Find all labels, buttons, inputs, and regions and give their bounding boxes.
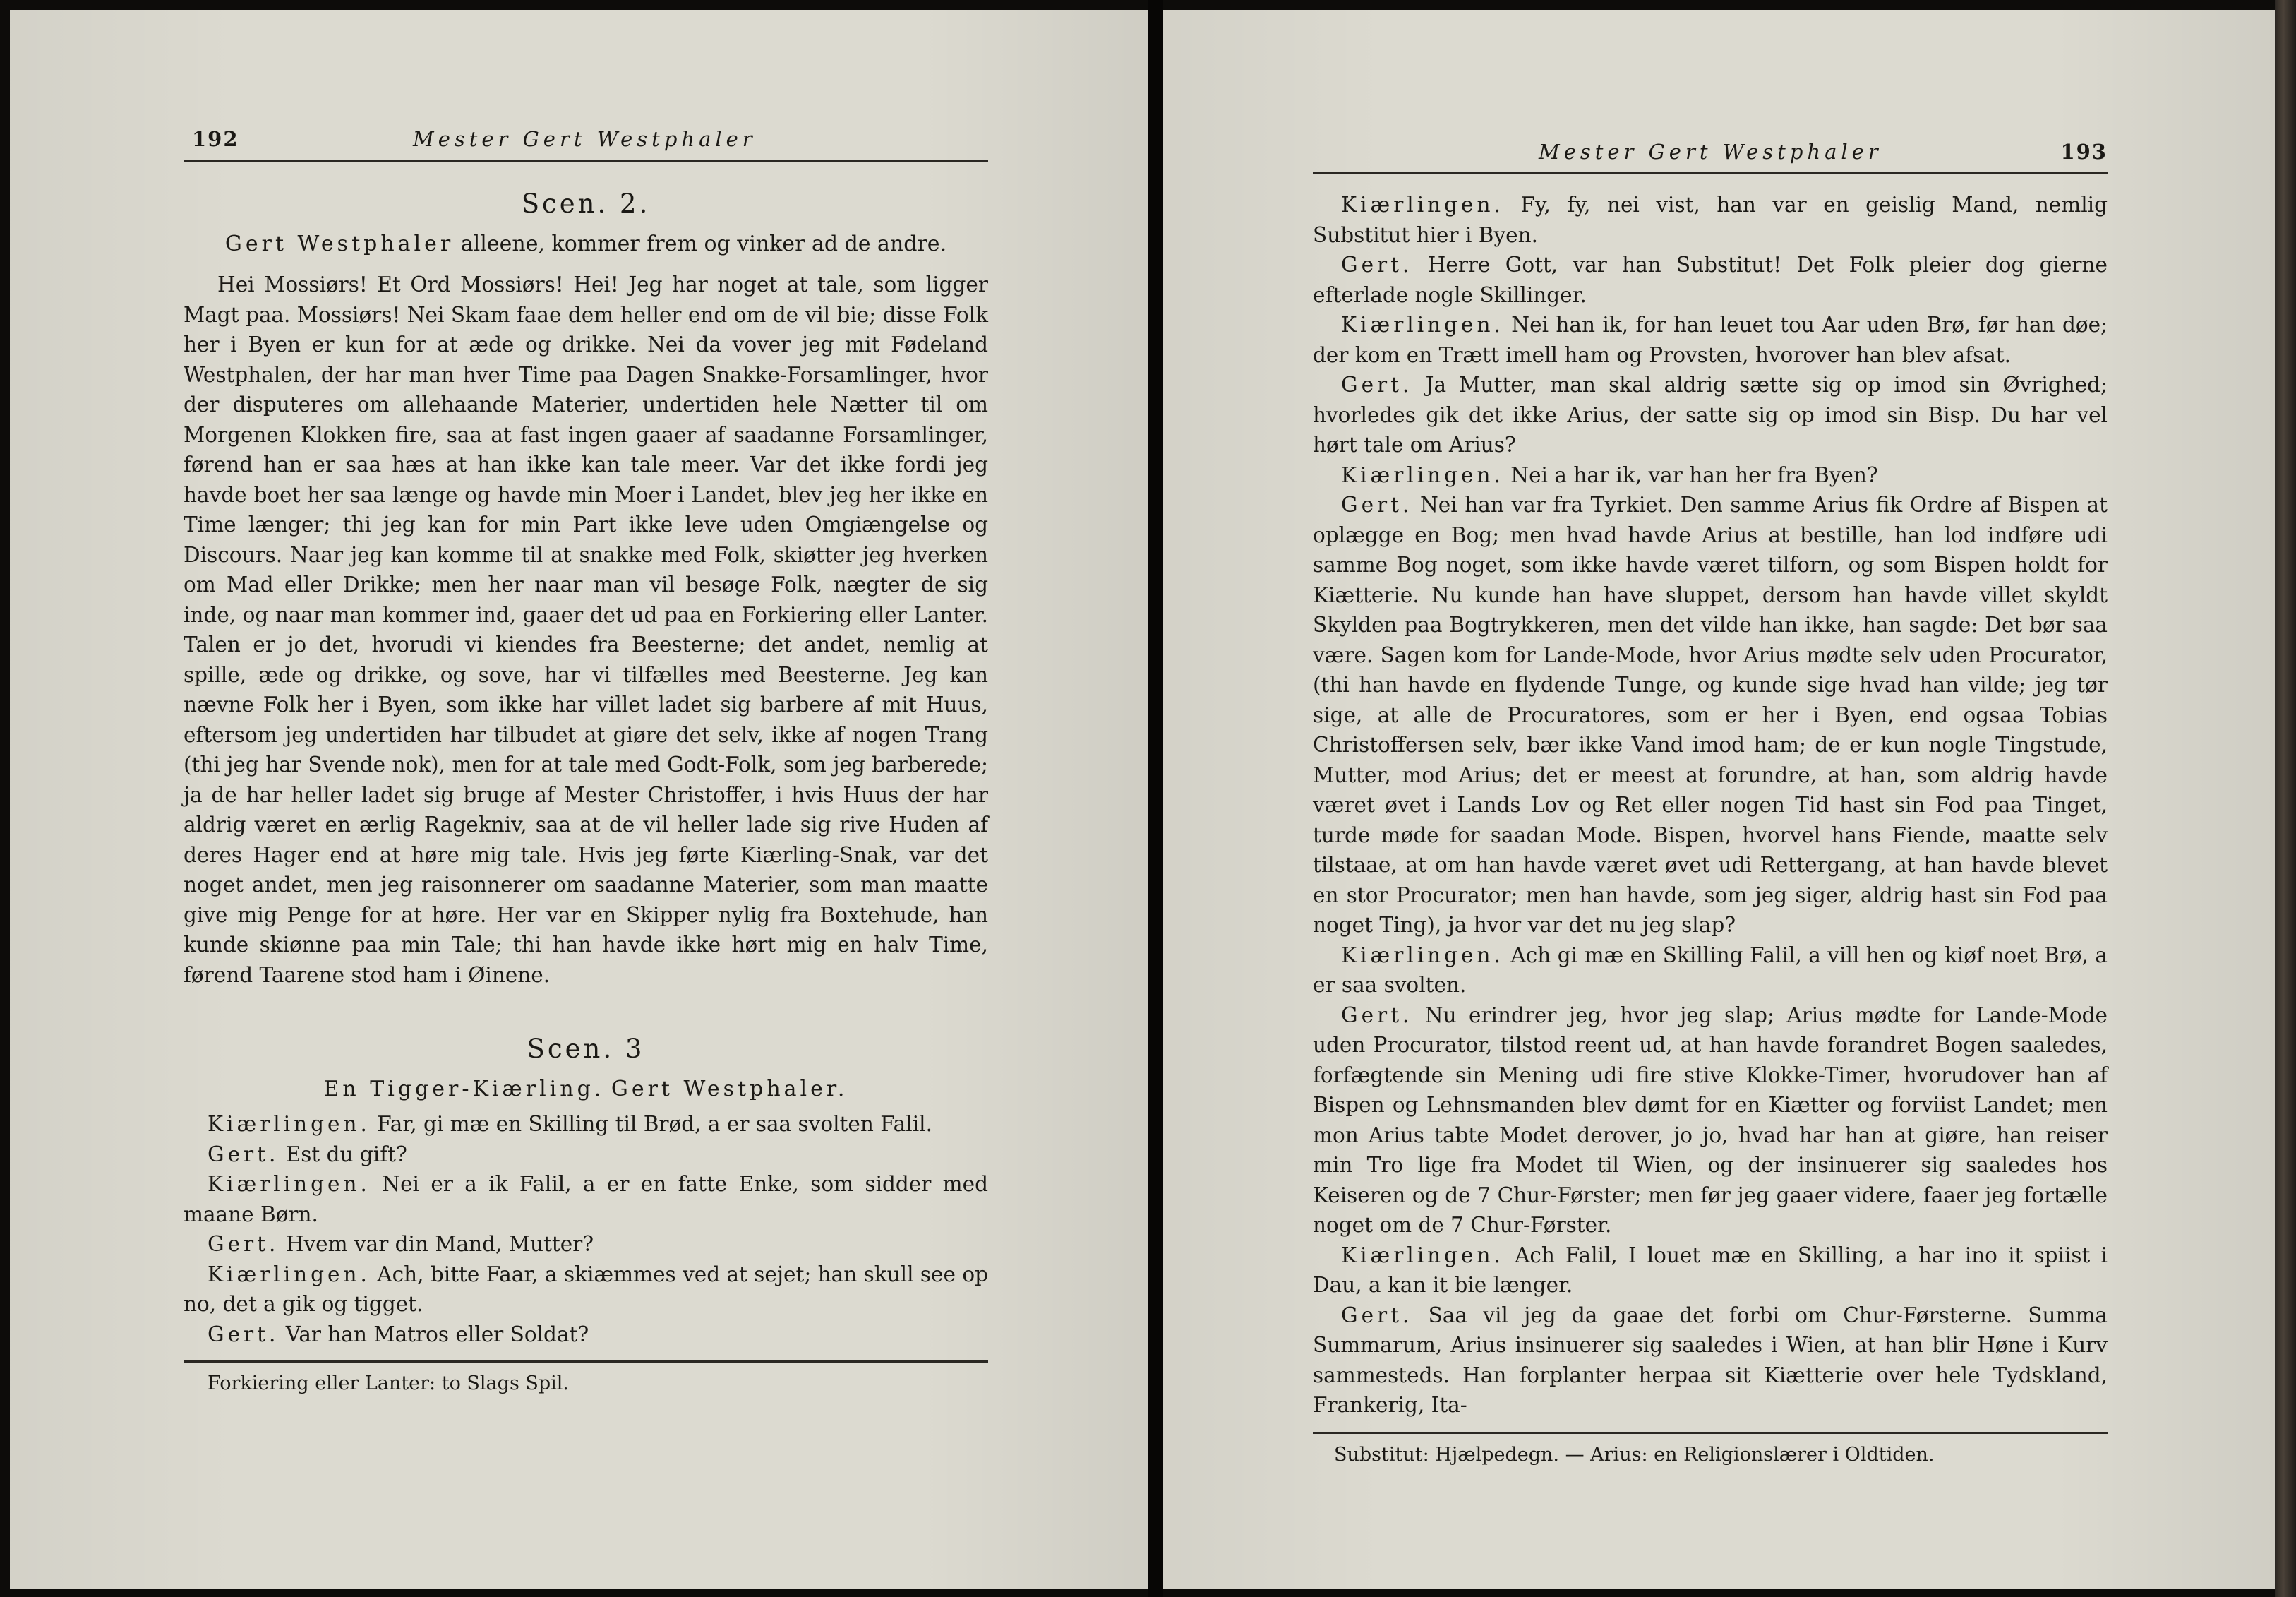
- speaker-name: Kiærlingen.: [208, 1262, 371, 1286]
- dialogue-line: [184, 1169, 988, 1229]
- scene-2-stage-direction: [184, 229, 988, 260]
- line-text: Nei a har ik, var han her fra Byen?: [1503, 462, 1878, 487]
- footnote-divider-right: [1313, 1432, 2108, 1434]
- speaker-name: Gert.: [1341, 373, 1413, 397]
- line-text: Ja Mutter, man skal aldrig sætte sig op imod sin Øvrighed; hvorledes gik det ikke Arius, der satte sig op imod sin Bisp. Du har vel hørt tale om Arius?: [1313, 373, 2108, 457]
- scene-2-stage-name: Gert Westphaler: [224, 232, 455, 256]
- speaker-name: Gert.: [1341, 1003, 1413, 1027]
- running-title-right: Mester Gert Westphaler: [1539, 140, 1882, 164]
- scene-2-title: Scen. 2.: [521, 189, 651, 219]
- speaker-name: Kiærlingen.: [1341, 943, 1504, 967]
- line-text: Hvem var din Mand, Mutter?: [279, 1232, 594, 1256]
- line-text: Saa vil jeg da gaae det forbi om Chur-Førsterne. Summa Summarum, Arius insinuerer sig saaledes i Wien, at han blir Høne i Kurv sammesteds. Han forplanter herpaa sit Kiætterie over hele Tydskland, Frankerig, Ita-: [1313, 1303, 2108, 1417]
- gert-monologue: Hei Mossiørs! Et Ord Mossiørs! Hei! Jeg har noget at tale, som ligger Magt paa. Mossiørs! Nei Skam faae dem heller end om de vil bie; disse Folk her i Byen er kun for at æde og drikke. Nei da vover jeg mit Fødeland Westphalen, der har man hver Time paa Dagen Snakke-Forsamlinger, hvor der disputeres om allehaande Materier, undertiden hele Nætter til om Morgenen Klokken fire, saa at fast ingen gaaer af saadanne Forsamlinger, førend han er saa hæs at han ikke kan tale meer. Var det ikke fordi jeg havde boet her saa længe og havde min Moer i Landet, blev jeg her ikke en Time længer; thi jeg kan for min Part ikke leve uden Omgiængelse og Discours. Naar jeg kan komme til at snakke med Folk, skiøtter jeg hverken om Mad eller Drikke; men her naar man vil besøge Folk, nægter de sig inde, og naar man kommer ind, gaaer det ud paa en Forkiering eller Lanter. Talen er jo det, hvorudi vi kiendes fra Beesterne; det andet, nemlig at spille, æde og drikke, og sove, har vi tilfælles med Beesterne. Jeg kan nævne Folk her i Byen, som ikke har villet ladet sig barbere af mit Huus, eftersom jeg undertiden har tilbudet at giøre det selv, ikke af nogen Trang (thi jeg har Svende nok), men for at tale med Godt-Folk, som jeg barberede; ja de har heller ladet sig bruge af Mester Christoffer, i hvis Huus der har aldrig været en ærlig Ragekniv, saa at de vil heller lade sig rive Huden af deres Hager end at høre mig tale. Hvis jeg førte Kiærling-Snak, var det noget andet, men jeg raisonnerer om saadanne Materier, som man maatte give mig Penge for at høre. Her var en Skipper nylig fra Boxtehude, han kunde skiønne paa min Tale; thi han havde ikke hørt mig en halv Time, førend Taarene stod ham i Øinene.: [184, 273, 988, 987]
- speaker-name: Kiærlingen.: [208, 1172, 371, 1196]
- dialogue-line: [1313, 250, 2108, 310]
- dialogue-line: [1313, 190, 2108, 250]
- speaker-name: Gert.: [208, 1142, 280, 1166]
- speaker-name: Gert.: [208, 1232, 280, 1256]
- footnote-divider-left: [184, 1360, 988, 1363]
- page-number-left: 192: [192, 127, 239, 151]
- speaker-name: Gert.: [1341, 493, 1413, 517]
- speaker-name: Gert.: [1341, 253, 1413, 277]
- dialogue-line: [1313, 940, 2108, 1000]
- line-text: Est du gift?: [279, 1142, 407, 1166]
- line-text: Ach Falil, I louet mæ en Skilling, a har ino it spiist i Dau, a kan it bie længer.: [1313, 1243, 2108, 1297]
- speaker-name: Kiærlingen.: [1341, 462, 1504, 487]
- line-text: Nu erindrer jeg, hvor jeg slap; Arius mødte for Lande-Mode uden Procurator, tilstod reent ud, at han havde forandret Bogen saaledes, forfægtende sin Mening udi fire stive Klokke-Timer, hvorudover han af Bispen og Lehnsmanden blev dømt for en Kiætter og forviist Landet; men mon Arius tabte Modet derover, jo jo, hvad har han at giøre, han reiser min Tro lige fra Modet til Wien, og der insinuerer sig saaledes hos Keiseren og de 7 Chur-Førster; men før jeg gaaer videre, faaer jeg fortælle noget om de 7 Chur-Førster.: [1313, 1003, 2108, 1237]
- speaker-name: Gert.: [208, 1322, 280, 1346]
- right-page-content: [1313, 136, 2108, 1469]
- speaker-name: Kiærlingen.: [1341, 1243, 1504, 1267]
- dialogue-line: [1313, 1300, 2108, 1420]
- line-text: Fy, fy, nei vist, han var en geislig Mand, nemlig Substitut hier i Byen.: [1313, 193, 2108, 247]
- line-text: Nei han var fra Tyrkiet. Den samme Arius fik Ordre af Bispen at oplægge en Bog; men hvad havde Arius at bestille, han lod indføre udi samme Bog noget, som ikke havde været tilforn, og som Bispen holdt for Kiætterie. Nu kunde han have sluppet, dersom han havde villet skyldt Skylden paa Bogtrykkeren, men det vilde han ikke, han sagde: Det bør saa være. Sagen kom for Lande-Mode, hvor Arius mødte selv uden Procurator, (thi han havde en flydende Tunge, og kunde sige hvad han vilde; jeg tør sige, at alle de Procuratores, som er her i Byen, end ogsaa Tobias Christoffersen selv, bær ikke Vand imod ham; de er kun nogle Tingstude, Mutter, mod Arius; det er meest at forundre, at han, som aldrig havde været øvet i Lands Lov og Ret eller nogen Tid hast sin Fod paa Tinget, turde møde for saadan Mode. Bispen, hvorvel hans Fiende, maatte selv tilstaae, at om han havde været øvet udi Rettergang, at han havde blevet en stor Procurator; men han havde, som jeg siger, aldrig hast sin Fod paa noget Ting), ja hvor var det nu jeg slap?: [1313, 493, 2108, 937]
- footnote-right: Substitut: Hjælpedegn. — Arius: en Religionslærer i Oldtiden.: [1334, 1443, 1935, 1466]
- dialogue-line: [1313, 460, 2108, 491]
- dialogue-line: [184, 1140, 988, 1170]
- right-page-dialogue: [1313, 190, 2108, 1420]
- dialogue-line: [184, 1109, 988, 1140]
- speaker-name: Kiærlingen.: [1341, 193, 1504, 217]
- dialogue-line: [1313, 370, 2108, 460]
- scene-3-title: Scen. 3: [527, 1034, 645, 1064]
- footnote-left: Forkiering eller Lanter: to Slags Spil.: [208, 1372, 570, 1394]
- scene-3-character-a: En Tigger-Kiærling.: [323, 1077, 605, 1101]
- speaker-name: Kiærlingen.: [1341, 313, 1504, 337]
- running-head-left: [184, 123, 988, 162]
- left-page: [10, 10, 1148, 1589]
- line-text: Nei han ik, for han leuet tou Aar uden Brø, før han døe; der kom en Trætt imell ham og Provsten, hvorover han blev afsat.: [1313, 313, 2108, 367]
- line-text: Ach gi mæ en Skilling Falil, a vill hen og kiøf noet Brø, a er saa svolten.: [1313, 943, 2108, 997]
- scene-2-stage-rest: alleene, kommer frem og vinker ad de andre.: [454, 232, 947, 256]
- page-number-right: 193: [2060, 140, 2108, 164]
- line-text: Var han Matros eller Soldat?: [279, 1322, 589, 1346]
- dialogue-line: [184, 1260, 988, 1320]
- book-edge: [2275, 0, 2296, 1597]
- line-text: Far, gi mæ en Skilling til Brød, a er saa svolten Falil.: [370, 1112, 932, 1136]
- dialogue-line: [1313, 310, 2108, 370]
- speaker-name: Kiærlingen.: [208, 1112, 371, 1136]
- dialogue-line: [1313, 1240, 2108, 1300]
- dialogue-line: [184, 1320, 988, 1350]
- line-text: Ach, bitte Faar, a skiæmmes ved at sejet; han skull see op no, det a gik og tigget.: [184, 1262, 988, 1316]
- dialogue-line: [1313, 1000, 2108, 1240]
- book-gutter: [1148, 0, 1163, 1597]
- dialogue-line: [1313, 490, 2108, 940]
- dialogue-line: [184, 1229, 988, 1260]
- left-page-content: [184, 123, 988, 1398]
- line-text: Nei er a ik Falil, a er en fatte Enke, som sidder med maane Børn.: [184, 1172, 988, 1226]
- speaker-name: Gert.: [1341, 1303, 1413, 1327]
- line-text: Herre Gott, var han Substitut! Det Folk pleier dog gierne efterlade nogle Skillinger.: [1313, 253, 2108, 307]
- scene-3-stage-direction: [184, 1074, 988, 1105]
- right-page: [1163, 10, 2275, 1589]
- running-title-left: Mester Gert Westphaler: [413, 127, 757, 151]
- scene-3-character-b: Gert Westphaler.: [611, 1077, 848, 1101]
- scene-3-dialogue: [184, 1109, 988, 1349]
- running-head-right: [1313, 136, 2108, 174]
